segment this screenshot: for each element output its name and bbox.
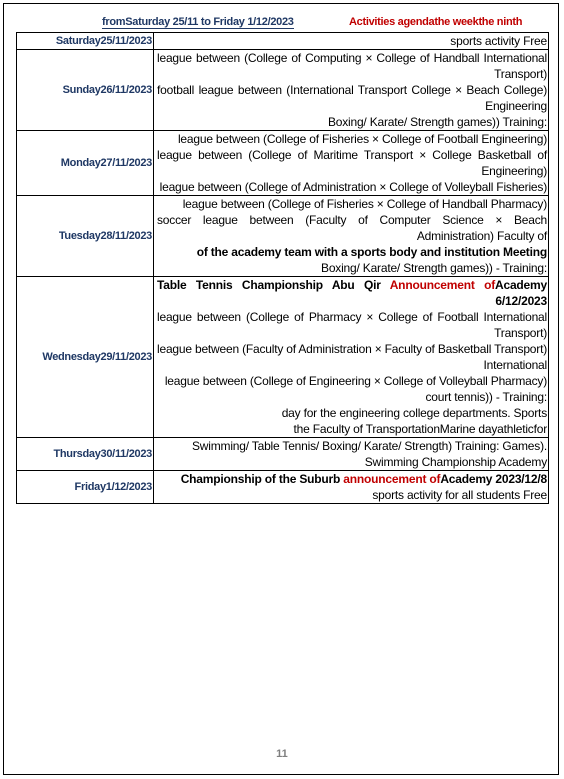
activities-cell <box>154 131 549 196</box>
activity-line: of the academy team with a sports body and institution Meeting <box>196 245 547 259</box>
activity-line: league between (College of Pharmacy × College of Football International Transport) <box>157 310 547 340</box>
activities-cell <box>154 471 549 504</box>
activity-line: league between (College of Maritime Transport × College Basketball of Engineering) <box>157 148 547 178</box>
announcement-line <box>157 277 547 309</box>
activity-line: Boxing/ Karate/ Strength games)) Training: <box>327 115 547 129</box>
activity-line: league between (College of Fisheries × College of Handball Pharmacy) <box>182 197 547 211</box>
announcement-text: Championship of the Suburb <box>180 472 344 486</box>
activity-line: day for the engineering college departments. Sports <box>281 406 547 420</box>
day-cell: Monday27/11/2023 <box>17 131 154 196</box>
page-header <box>0 16 564 32</box>
announcement-text: Table Tennis Championship Abu Qir <box>157 278 390 292</box>
activity-line: league between (Faculty of Administration × Faculty of Basketball Transport) International <box>157 342 548 372</box>
activities-agenda-table <box>16 32 549 504</box>
day-cell: Saturday25/11/2023 <box>17 33 154 50</box>
activity-line: football league between (International Transport College × Beach College) Engineering <box>157 83 547 113</box>
announcement-date: Academy 2023/12/8 <box>440 472 547 486</box>
table-row-monday <box>17 131 549 196</box>
activities-cell <box>154 33 549 50</box>
activity-line: the Faculty of TransportationMarine dayathleticfor <box>293 422 547 436</box>
activity-line: court tennis)) - Training: <box>425 390 547 404</box>
day-cell: Sunday26/11/2023 <box>17 50 154 131</box>
page-number: 11 <box>276 748 288 760</box>
activities-cell <box>154 438 549 471</box>
activity-line: league between (College of Administration × College of Volleyball Fisheries) <box>159 180 547 194</box>
activity-line: sports activity for all students Free <box>372 488 547 502</box>
day-cell: Tuesday28/11/2023 <box>17 196 154 277</box>
activities-cell <box>154 277 549 438</box>
activities-cell <box>154 50 549 131</box>
day-cell: Friday1/12/2023 <box>17 471 154 504</box>
table-row-saturday <box>17 33 549 50</box>
activity-line: league between (College of Fisheries × College of Football Engineering) <box>177 132 547 146</box>
activity-line: league between (College of Computing × College of Handball International Transport) <box>157 51 547 81</box>
activity-line: sports activity Free <box>450 34 547 48</box>
activities-cell <box>154 196 549 277</box>
day-cell: Wednesday29/11/2023 <box>17 277 154 438</box>
announcement-label: announcement of <box>343 472 441 486</box>
table-row-friday <box>17 471 549 504</box>
table-row-sunday <box>17 50 549 131</box>
activity-line: league between (College of Engineering × College of Volleyball Pharmacy) <box>164 374 547 388</box>
activity-line: Swimming Championship Academy <box>364 455 547 469</box>
activity-line: Boxing/ Karate/ Strength games)) - Training: <box>321 261 547 275</box>
day-cell: Thursday30/11/2023 <box>17 438 154 471</box>
agenda-title: Activities agendathe weekthe ninth <box>349 16 523 28</box>
announcement-date: Academy 6/12/2023 <box>495 278 547 308</box>
activity-line: Swimming/ Table Tennis/ Boxing/ Karate/ Strength) Training: Games). <box>192 439 547 453</box>
announcement-line <box>157 471 547 487</box>
activity-line: soccer league between (Faculty of Computer Science × Beach Administration) Faculty of <box>157 213 547 243</box>
table-row-wednesday <box>17 277 549 438</box>
table-row-thursday <box>17 438 549 471</box>
announcement-label: Announcement of <box>389 278 496 292</box>
week-date-range: fromSaturday 25/11 to Friday 1/12/2023 <box>102 16 294 28</box>
table-row-tuesday <box>17 196 549 277</box>
